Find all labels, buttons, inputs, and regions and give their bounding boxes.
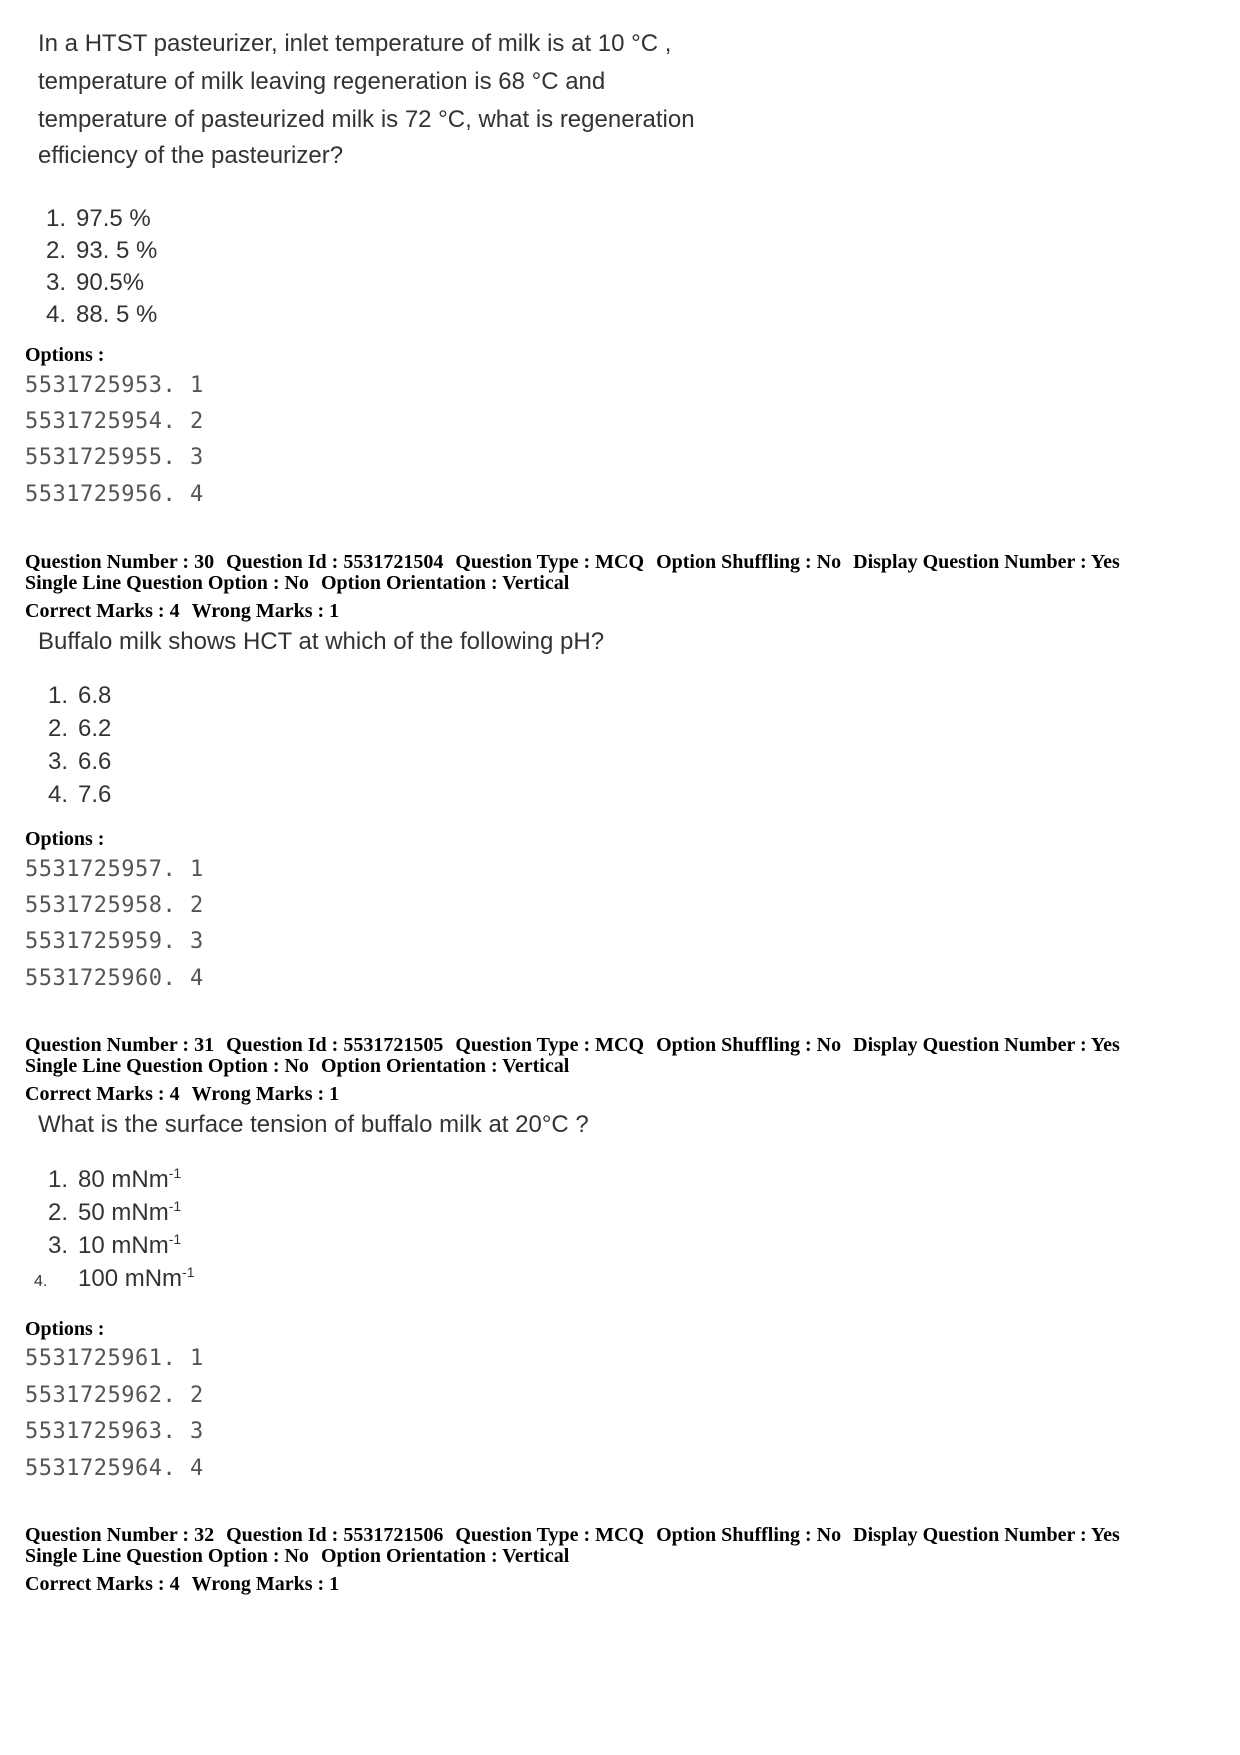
question-text-line: temperature of milk leaving regeneration is 68 °C and	[38, 68, 606, 95]
question-32-marks: Correct Marks : 4 Wrong Marks : 1	[25, 1573, 340, 1595]
option-id: 5531725964. 4	[25, 1456, 204, 1481]
question-30-meta-line2: Single Line Question Option : No Option Orientation : Vertical	[25, 572, 570, 594]
options-label: Options :	[25, 344, 105, 366]
option-id: 5531725957. 1	[25, 857, 204, 882]
option-id: 5531725959. 3	[25, 929, 204, 954]
question-30-choices	[30, 682, 330, 812]
options-label: Options :	[25, 828, 105, 850]
option-id: 5531725956. 4	[25, 482, 204, 507]
choice-item: 3. 10 mNm$^{-1}$	[47, 1231, 182, 1259]
question-29-text	[38, 30, 738, 178]
choice-item: 4. 88. 5 %	[45, 301, 158, 328]
choice-item: 3. 6.6	[47, 748, 112, 775]
choice-item: 2. 93. 5 %	[45, 237, 158, 264]
choice-item: 2. 50 mNm$^{-1}$	[47, 1198, 182, 1226]
question-text-line: In a HTST pasteurizer, inlet temperature of milk is at 10 °C ,	[38, 30, 672, 57]
option-id: 5531725962. 2	[25, 1383, 204, 1408]
option-id: 5531725955. 3	[25, 445, 204, 470]
option-id: 5531725960. 4	[25, 966, 204, 991]
choice-item: 2. 6.2	[47, 715, 112, 742]
choice-item: 4. 100 mNm$^{-1}$	[34, 1264, 195, 1292]
question-30-text: Buffalo milk shows HCT at which of the following pH?	[38, 628, 605, 655]
option-id: 5531725953. 1	[25, 373, 204, 398]
question-32-meta-line2: Single Line Question Option : No Option Orientation : Vertical	[25, 1545, 570, 1567]
option-id: 5531725954. 2	[25, 409, 204, 434]
choice-item: 1. 6.8	[47, 682, 112, 709]
choice-item: 1. 97.5 %	[45, 205, 151, 232]
question-text-line: efficiency of the pasteurizer?	[38, 142, 344, 169]
question-30-meta-line1: Question Number : 30 Question Id : 5531721504 Question Type : MCQ Option Shuffling : No Display Question Number : Yes	[25, 551, 1120, 573]
option-id: 5531725963. 3	[25, 1419, 204, 1444]
choice-item: 3. 90.5%	[45, 269, 145, 296]
question-31-text: What is the surface tension of buffalo milk at 20°C ?	[38, 1111, 589, 1138]
option-id: 5531725961. 1	[25, 1346, 204, 1371]
question-29-choices	[28, 205, 428, 335]
question-31-meta-line1: Question Number : 31 Question Id : 5531721505 Question Type : MCQ Option Shuffling : No Display Question Number : Yes	[25, 1034, 1120, 1056]
options-label: Options :	[25, 1318, 105, 1340]
question-31-marks: Correct Marks : 4 Wrong Marks : 1	[25, 1083, 340, 1105]
option-id: 5531725958. 2	[25, 893, 204, 918]
question-31-meta-line2: Single Line Question Option : No Option Orientation : Vertical	[25, 1055, 570, 1077]
choice-item: 4. 7.6	[47, 781, 112, 808]
choice-item: 1. 80 mNm$^{-1}$	[47, 1165, 182, 1193]
question-30-marks: Correct Marks : 4 Wrong Marks : 1	[25, 600, 340, 622]
question-32-meta-line1: Question Number : 32 Question Id : 5531721506 Question Type : MCQ Option Shuffling : No Display Question Number : Yes	[25, 1524, 1120, 1546]
question-31-choices	[30, 1165, 430, 1300]
question-text-line: temperature of pasteurized milk is 72 °C, what is regeneration	[38, 106, 695, 133]
